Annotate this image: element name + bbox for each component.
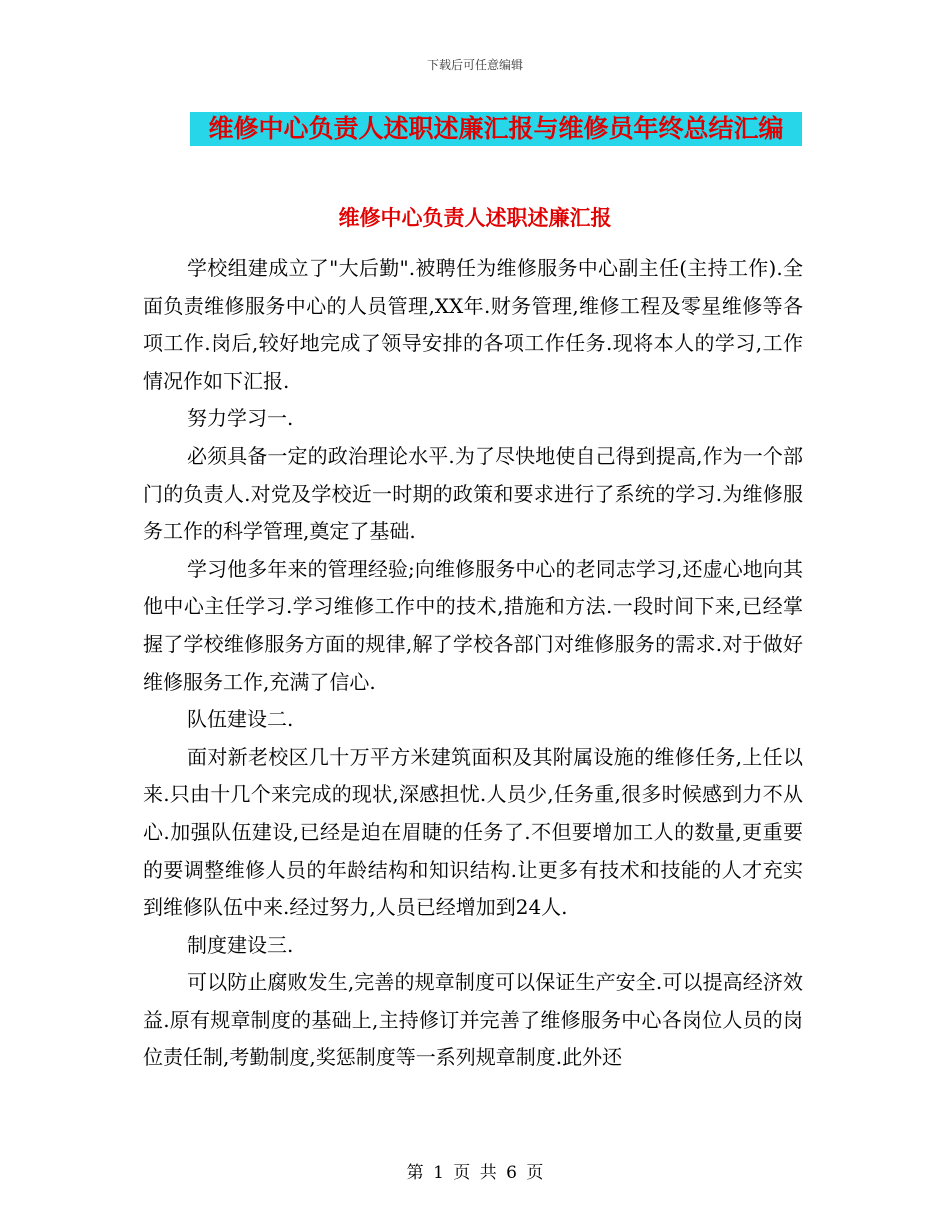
document-title-highlight [190,112,802,146]
section-title: 维修中心负责人述职述廉汇报 [338,206,612,230]
paragraph-study-2: 学习他多年来的管理经验;向维修服务中心的老同志学习,还虚心地向其他中心主任学习.学习维修工作中的技术,措施和方法.一段时间下来,已经掌握了学校维修服务方面的规律,解了学校各部门对维修服务的需求.对于做好维修服务工作,充满了信心. [143,556,803,694]
paragraph-intro: 学校组建成立了"大后勤".被聘任为维修服务中心副主任(主持工作).全面负责维修服务中心的人员管理,XX年.财务管理,维修工程及零星维修等各项工作.岗后,较好地完成了领导安排的各项工作任务.现将本人的学习,工作情况作如下汇报. [143,256,803,393]
heading-team: 队伍建设二. [187,707,294,732]
header-note: 下载后可任意编辑 [426,58,523,72]
paragraph-system: 可以防止腐败发生,完善的规章制度可以保证生产安全.可以提高经济效益.原有规章制度的基础上,主持修订并完善了维修服务中心各岗位人员的岗位责任制,考勤制度,奖惩制度等一系列规章制度.此外还 [143,970,803,1070]
page-footer: 第 1 页 共 6 页 [406,1163,544,1183]
paragraph-study-1: 必须具备一定的政治理论水平.为了尽快地使自己得到提高,作为一个部门的负责人.对党及学校近一时期的政策和要求进行了系统的学习.为维修服务工作的科学管理,奠定了基础. [143,443,803,544]
document-title: 维修中心负责人述职述廉汇报与维修员年终总结汇编 [208,114,784,143]
paragraph-team: 面对新老校区几十万平方米建筑面积及其附属设施的维修任务,上任以来.只由十几个来完成的现状,深感担忧.人员少,任务重,很多时候感到力不从心.加强队伍建设,已经是迫在眉睫的任务了.不但要增加工人的数量,更重要的要调整维修人员的年龄结构和知识结构.让更多有技术和技能的人才充实到维修队伍中来.经过努力,人员已经增加到24人. [143,744,803,920]
heading-system: 制度建设三. [187,932,294,957]
body-text [143,250,803,1077]
heading-study: 努力学习一. [187,406,294,431]
